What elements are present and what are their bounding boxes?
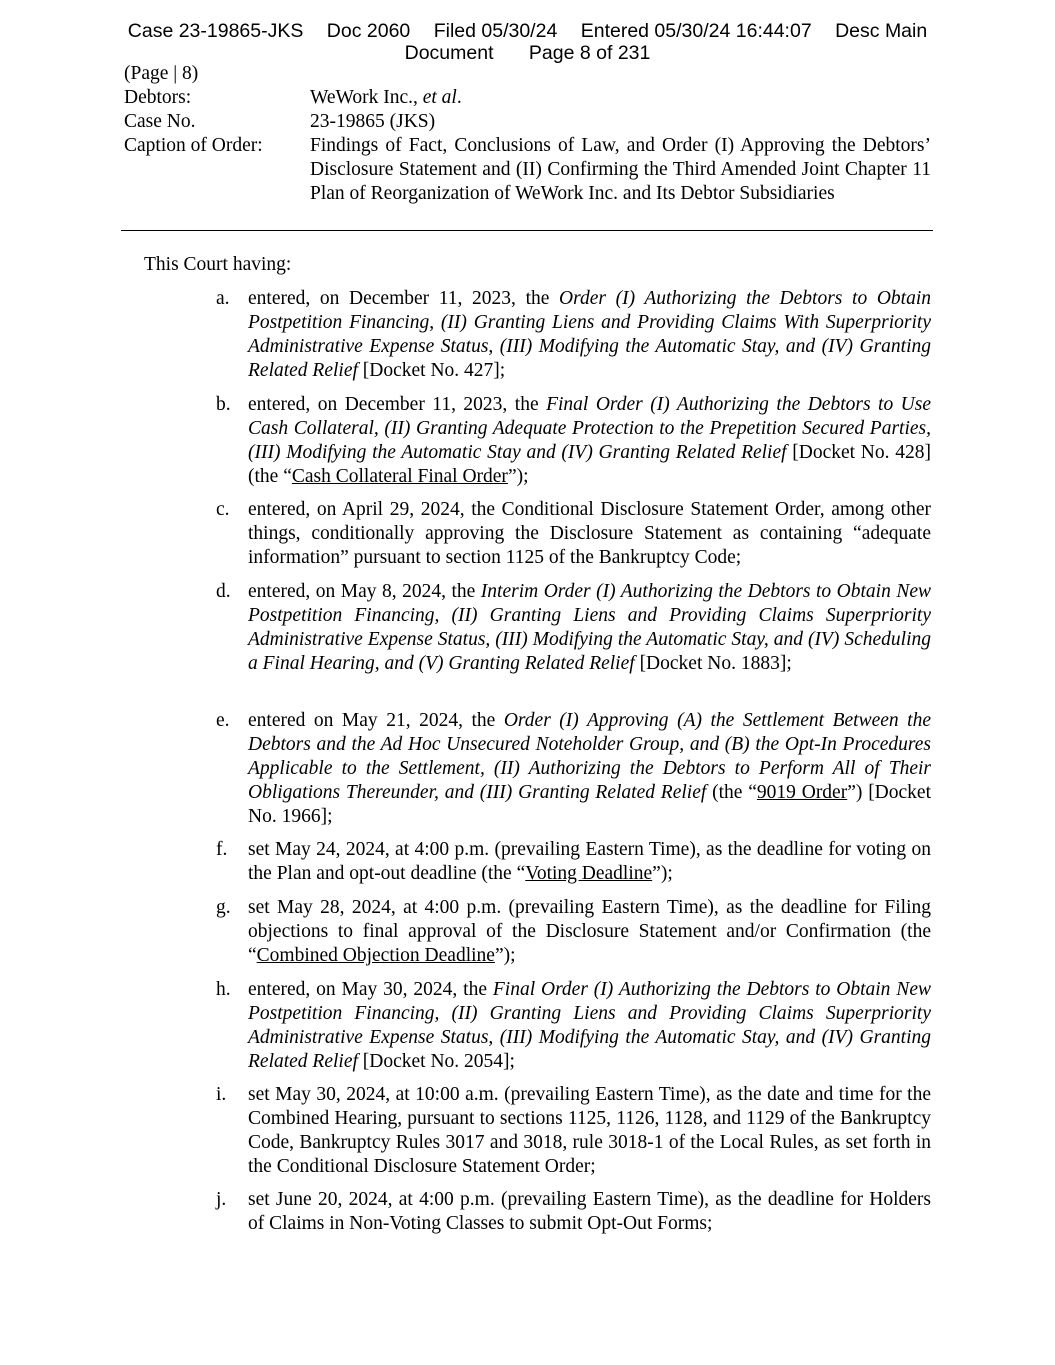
list-item: h. entered, on May 30, 2024, the Final Order (I) Authorizing the Debtors to Obtain New Postpetition Financing, (II) Granting Liens and Providing Claims Superpriority Administrative Expense Status, (III) Modifying the Automatic Stay, and (IV) Granting Related Relief [Docket No. 2054]; — [216, 979, 931, 1072]
ecf-header-stamp — [0, 20, 1055, 64]
order-title: Order (I) Approving (A) the Settlement Between the Debtors and the Ad Hoc Unsecured Noteholder Group, and (B) the Opt-In Procedures Applicable to the Settlement, (II) Authorizing the Debtors to Perform All of Their Obligations Thereunder, and (III) Granting Related Relief — [248, 710, 931, 803]
debtors-label: Debtors: — [124, 87, 192, 108]
item-letter: h. — [216, 979, 231, 1000]
caption-of-order-value: Findings of Fact, Conclusions of Law, and Order (I) Approving the Debtors’ Disclosure Statement and (II) Confirming the Third Amended Joint Chapter 11 Plan of Reorganization of WeWork Inc. and Its Debtor Subsidiaries — [310, 135, 931, 204]
defined-term: Combined Objection Deadline — [256, 945, 495, 966]
et-al: et al — [422, 87, 457, 108]
item-letter: a. — [216, 288, 230, 309]
debtors-row — [124, 86, 931, 110]
item-letter: c. — [216, 499, 230, 520]
list-item: a. entered, on December 11, 2023, the Order (I) Authorizing the Debtors to Obtain Postpetition Financing, (II) Granting Liens and Providing Claims With Superpriority Administrative Expense Status, (III) Modifying the Automatic Stay, and (IV) Granting Related Relief [Docket No. 427]; — [216, 288, 931, 381]
order-title: Final Order (I) Authorizing the Debtors to Use Cash Collateral, (II) Granting Adequate Protection to the Prepetition Secured Parties, (III) Modifying the Automatic Stay and (IV) Granting Related Relief — [248, 394, 931, 463]
case-no-row — [124, 110, 931, 134]
item-letter: i. — [216, 1084, 227, 1105]
page-reference: (Page | 8) — [124, 63, 199, 84]
defined-term: 9019 Order — [756, 782, 848, 803]
document-label: Document — [404, 42, 494, 64]
page-count: Page 8 of 231 — [528, 42, 651, 64]
list-item: d. entered, on May 8, 2024, the Interim Order (I) Authorizing the Debtors to Obtain New Postpetition Financing, (II) Granting Liens and Providing Claims Superpriority Administrative Expense Status, (III) Modifying the Automatic Stay, and (IV) Scheduling a Final Hearing, and (V) Granting Related Relief [Docket No. 1883]; — [216, 581, 931, 674]
list-item: c. entered, on April 29, 2024, the Conditional Disclosure Statement Order, among other things, conditionally approving the Disclosure Statement as containing “adequate information” pursuant to section 1125 of the Bankruptcy Code; — [216, 499, 931, 568]
debtors-value: WeWork Inc., et al. — [310, 87, 462, 108]
order-title: Interim Order (I) Authorizing the Debtors to Obtain New Postpetition Financing, (II) Granting Liens and Providing Claims Superpriority Administrative Expense Status, (III) Modifying the Automatic Stay, and (IV) Scheduling a Final Hearing, and (V) Granting Related Relief — [248, 581, 931, 674]
list-item: e. entered on May 21, 2024, the Order (I) Approving (A) the Settlement Between the Debtors and the Ad Hoc Unsecured Noteholder Group, and (B) the Opt-In Procedures Applicable to the Settlement, (II) Authorizing the Debtors to Perform All of Their Obligations Thereunder, and (III) Granting Related Relief (the “9019 Order”) [Docket No. 1966]; — [216, 710, 931, 827]
item-letter: j. — [216, 1189, 227, 1210]
filed-date: Filed 05/30/24 — [433, 20, 558, 42]
case-no-label: Case No. — [124, 111, 196, 132]
case-no-value: 23-19865 (JKS) — [310, 111, 436, 132]
caption-divider — [121, 230, 933, 231]
defined-term: Cash Collateral Final Order — [291, 466, 508, 487]
item-letter: e. — [216, 710, 230, 731]
case-caption — [124, 62, 931, 206]
desc-label: Desc Main — [835, 20, 928, 42]
list-item: i. set May 30, 2024, at 10:00 a.m. (prevailing Eastern Time), as the date and time for the Combined Hearing, pursuant to sections 1125, 1126, 1128, and 1129 of the Bankruptcy Code, Bankruptcy Rules 3017 and 3018, rule 3018-1 of the Local Rules, as set forth in the Conditional Disclosure Statement Order; — [216, 1084, 931, 1177]
order-title: Order (I) Authorizing the Debtors to Obtain Postpetition Financing, (II) Granting Liens and Providing Claims With Superpriority Administrative Expense Status, (III) Modifying the Automatic Stay, and (IV) Granting Related Relief — [248, 288, 931, 381]
intro-text: This Court having: — [144, 254, 292, 275]
item-letter: g. — [216, 897, 231, 918]
caption-of-order-label: Caption of Order: — [124, 135, 263, 156]
list-item: j. set June 20, 2024, at 4:00 p.m. (prevailing Eastern Time), as the deadline for Holders of Claims in Non-Voting Classes to submit Opt-Out Forms; — [216, 1189, 931, 1234]
caption-of-order-row — [124, 134, 931, 206]
list-item: b. entered, on December 11, 2023, the Final Order (I) Authorizing the Debtors to Use Cash Collateral, (II) Granting Adequate Protection to the Prepetition Secured Parties, (III) Modifying the Automatic Stay and (IV) Granting Related Relief [Docket No. 428] (the “Cash Collateral Final Order”); — [216, 394, 931, 487]
order-title: Final Order (I) Authorizing the Debtors to Obtain New Postpetition Financing, (II) Granting Liens and Providing Claims Superpriority Administrative Expense Status, (III) Modifying the Automatic Stay, and (IV) Granting Related Relief — [248, 979, 931, 1072]
item-letter: b. — [216, 394, 231, 415]
doc-number: Doc 2060 — [326, 20, 411, 42]
defined-term: Voting Deadline — [525, 863, 653, 884]
item-letter: f. — [216, 839, 228, 860]
item-letter: d. — [216, 581, 231, 602]
list-item: f. set May 24, 2024, at 4:00 p.m. (prevailing Eastern Time), as the deadline for voting on the Plan and opt-out deadline (the “Voting Deadline”); — [216, 839, 931, 884]
case-number: Case 23-19865-JKS — [127, 20, 304, 42]
list-item: g. set May 28, 2024, at 4:00 p.m. (prevailing Eastern Time), as the deadline for Filing objections to final approval of the Disclosure Statement and/or Confirmation (the “Combined Objection Deadline”); — [216, 897, 931, 966]
entered-date: Entered 05/30/24 16:44:07 — [580, 20, 812, 42]
